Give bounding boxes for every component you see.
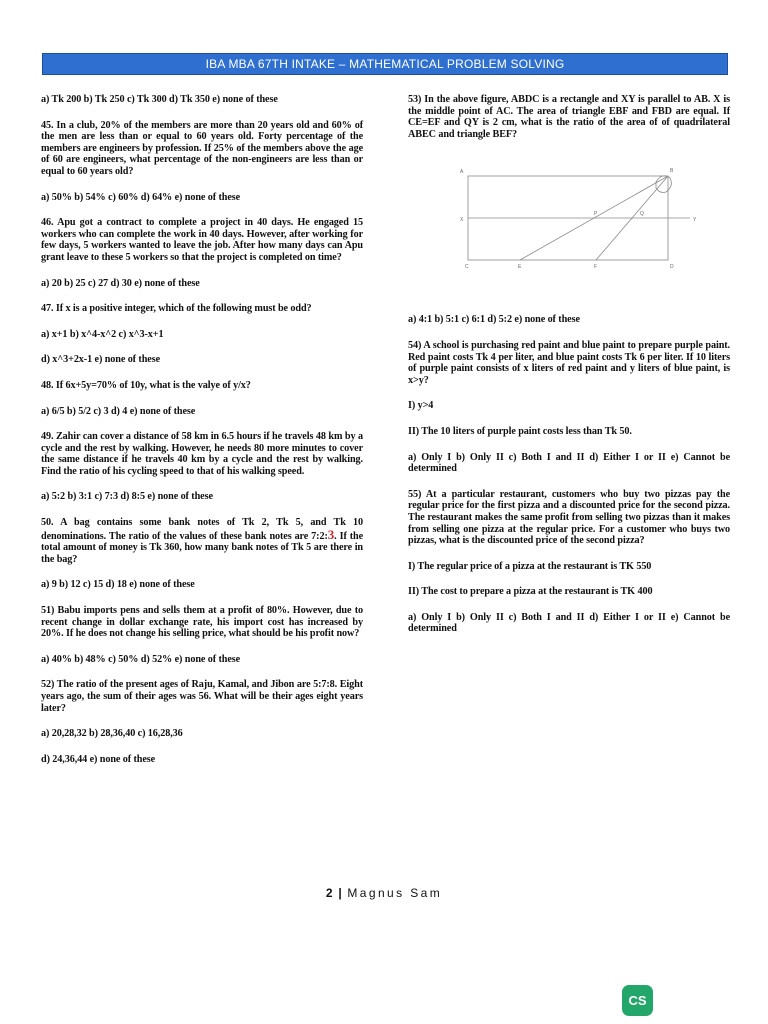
page-header-banner xyxy=(42,53,728,75)
q50-text-part-1: 50. A bag contains some bank notes of Tk 2, Tk 5, and Tk 10 denominations. The ratio of the values of these bank notes are 7:2: xyxy=(41,517,363,542)
q50-options: a) 9 b) 12 c) 15 d) 18 e) none of these xyxy=(41,579,195,591)
label-e: E xyxy=(518,264,522,271)
q54-statement-2: II) The 10 liters of purple paint costs less than Tk 50. xyxy=(408,425,632,437)
label-y: Y xyxy=(693,217,697,224)
q48-text: 48. If 6x+5y=70% of 10y, what is the valye of y/x? xyxy=(41,379,251,391)
q48-options: a) 6/5 b) 5/2 c) 3 d) 4 e) none of these xyxy=(41,405,196,417)
label-c: C xyxy=(465,264,469,271)
camscanner-logo-text: CS xyxy=(628,993,647,1008)
camscanner-logo xyxy=(622,985,653,1016)
label-p: P xyxy=(594,211,598,218)
q50-red-mark: 3 xyxy=(327,526,335,542)
q52-text: 52) The ratio of the present ages of Raju, Kamal, and Jibon are 5:7:8. Eight years ago, the sum of their ages was 56. What will be their ages eight years later? xyxy=(41,679,363,714)
page-number: 2 xyxy=(325,886,333,900)
label-d: D xyxy=(670,264,674,271)
q45-options: a) 50% b) 54% c) 60% d) 64% e) none of these xyxy=(41,191,241,203)
q45-text: 45. In a club, 20% of the members are more than 20 years old and 60% of the men are less than or equal to 60 years old. Forty percentage of the members are engineers by profession. If 25% of the members above the age of 60 are engineers, what percentage of the non-engineers are less than or equal to 60 years old? xyxy=(41,119,363,177)
q54-text: 54) A school is purchasing red paint and blue paint to prepare purple paint. Red paint costs Tk 4 per liter, and blue paint costs Tk 6 per liter. If 10 liters of purple paint consists of x liters of red paint and y liters of blue paint, is x>y? xyxy=(408,339,730,386)
q55-text: 55) At a particular restaurant, customers who buy two pizzas pay the regular price for the first pizza and a discounted price for the second pizza. The restaurant makes the same profit from selling two pizzas than it makes from selling one pizza at the regular price. For a customer who buys two pizzas, what is the discounted price of the second pizza? xyxy=(408,488,730,547)
label-b: B xyxy=(670,168,674,175)
footer-separator: | xyxy=(338,886,342,900)
q51-text: 51) Babu imports pens and sells them at a profit of 80%. However, due to recent change in dollar exchange rate, his import cost has increased by 20%. If he does not change his selling price, what should be his profit now? xyxy=(41,605,363,640)
q46-text: 46. Apu got a contract to complete a project in 40 days. He engaged 15 workers who can complete the work in 40 days. However, after working for few days, 5 workers wanted to leave the job. After how many days can Apu grant leave to these 5 workers so that the project is completed on time? xyxy=(41,217,363,263)
q50-text xyxy=(41,517,363,565)
geometry-diagram xyxy=(408,142,730,292)
label-f: F xyxy=(594,264,598,271)
q46-options: a) 20 b) 25 c) 27 d) 30 e) none of these xyxy=(41,277,200,289)
right-column xyxy=(408,94,730,635)
q53-geometry-figure xyxy=(408,142,730,292)
q50-text-part-2: . If the total amount of money is Tk 360, how many bank notes of Tk 5 are there in the bag? xyxy=(41,530,363,565)
q53-options: a) 4:1 b) 5:1 c) 6:1 d) 5:2 e) none of these xyxy=(408,314,580,326)
q47-text: 47. If x is a positive integer, which of the following must be odd? xyxy=(41,303,312,315)
q51-options: a) 40% b) 48% c) 50% d) 52% e) none of these xyxy=(41,653,241,665)
footer-author: Magnus Sam xyxy=(347,886,443,900)
q54-options: a) Only I b) Only II c) Both I and II d) Either I or II e) Cannot be determined xyxy=(408,451,730,475)
q47-options-2: d) x^3+2x-1 e) none of these xyxy=(41,354,160,366)
q49-text: 49. Zahir can cover a distance of 58 km in 6.5 hours if he travels 48 km by a cycle and the rest by walking. However, he needs 80 more minutes to cover the same distance if he travels 40 km by a cycle and the rest by walking. Find the ratio of his cycling speed to that of his walking speed. xyxy=(41,431,363,477)
label-x: X xyxy=(460,217,464,224)
q47-options-1: a) x+1 b) x^4-x^2 c) x^3-x+1 xyxy=(41,328,164,340)
q52-options-1: a) 20,28,32 b) 28,36,40 c) 16,28,36 xyxy=(41,728,183,740)
q44-options: a) Tk 200 b) Tk 250 c) Tk 300 d) Tk 350 e) none of these xyxy=(41,94,278,105)
left-column xyxy=(41,94,363,765)
q55-statement-2: II) The cost to prepare a pizza at the restaurant is TK 400 xyxy=(408,586,653,598)
q53-text: 53) In the above figure, ABDC is a rectangle and XY is parallel to AB. X is the middle point of AC. The area of triangle EBF and FBD are equal. If CE=EF and QY is 2 cm, what is the ratio of the area of of quadrilateral ABEC and triangle BEF? xyxy=(408,94,730,140)
q49-options: a) 5:2 b) 3:1 c) 7:3 d) 8:5 e) none of these xyxy=(41,491,213,503)
page-footer xyxy=(0,886,768,900)
q55-options: a) Only I b) Only II c) Both I and II d) Either I or II e) Cannot be determined xyxy=(408,611,730,635)
label-q: Q xyxy=(640,211,644,218)
page-header-title: IBA MBA 67TH INTAKE – MATHEMATICAL PROBLEM SOLVING xyxy=(205,57,565,71)
q52-options-2: d) 24,36,44 e) none of these xyxy=(41,753,156,765)
label-a: A xyxy=(460,169,464,176)
q54-statement-1: I) y>4 xyxy=(408,400,434,412)
q55-statement-1: I) The regular price of a pizza at the restaurant is TK 550 xyxy=(408,560,652,572)
